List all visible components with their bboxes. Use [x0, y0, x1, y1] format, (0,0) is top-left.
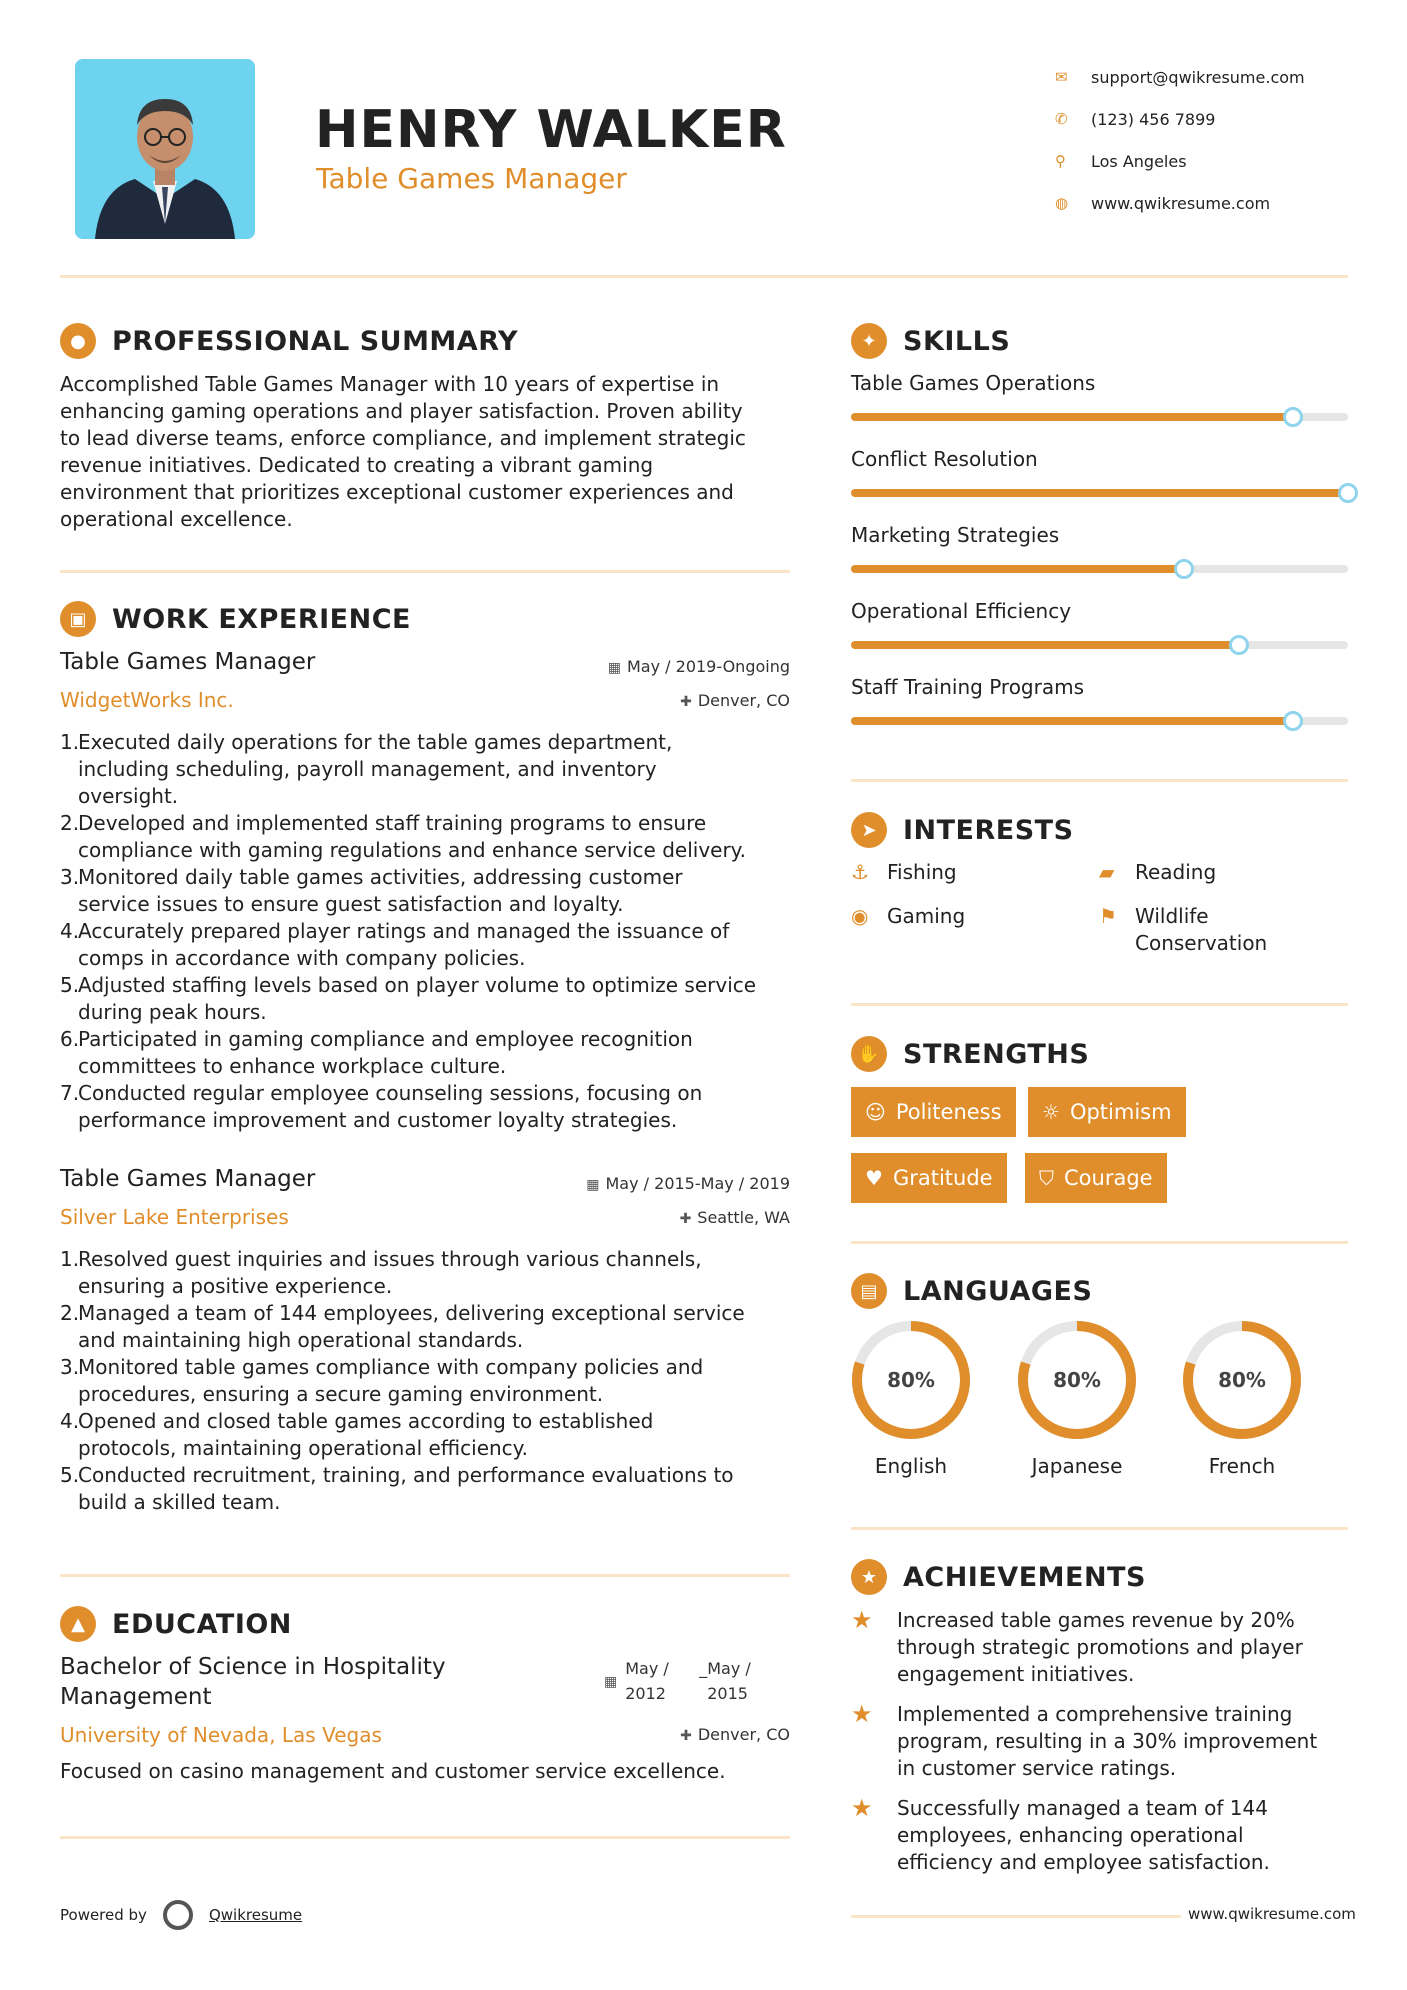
anchor-icon: ⚓	[851, 860, 869, 884]
education-school: University of Nevada, Las Vegas	[60, 1723, 382, 1747]
languages-divider	[851, 1527, 1348, 1530]
education-degree	[60, 1652, 446, 1712]
user-icon: ●	[60, 323, 96, 359]
skill-bar	[851, 641, 1348, 649]
summary-heading	[60, 323, 518, 359]
job-role: Table Games Manager	[60, 649, 316, 675]
skill-bar	[851, 565, 1348, 573]
job-location-text: Seattle, WA	[697, 1208, 790, 1227]
skill-bar-knob	[1283, 407, 1303, 427]
job-date-text: May / 2019-Ongoing	[627, 657, 790, 676]
languages-heading	[851, 1273, 1092, 1309]
summary-text	[60, 371, 800, 533]
list-item: 6. Participated in gaming compliance and employee recognition committees to enhance workplace culture.	[60, 1027, 693, 1078]
education-title: EDUCATION	[112, 1608, 292, 1640]
job-role: Table Games Manager	[60, 1166, 316, 1192]
graduation-cap-icon: ▲	[60, 1606, 96, 1642]
strength-badge: ☼ Optimism	[1028, 1087, 1186, 1137]
achievement-item: ★ Increased table games revenue by 20% through strategic promotions and player engagement initiatives.	[851, 1606, 1303, 1686]
location-icon: ⚲	[1055, 152, 1066, 170]
list-item: 4. Accurately prepared player ratings and managed the issuance of comps in accordance with company policies.	[60, 919, 730, 970]
book-icon: ▰	[1099, 860, 1115, 884]
strength-badge: ⛉ Courage	[1025, 1153, 1167, 1203]
strength-badge: ♥ Gratitude	[851, 1153, 1007, 1203]
job-location-text: Denver, CO	[697, 691, 790, 710]
job-location	[680, 691, 790, 710]
list-item: 5. Conducted recruitment, training, and performance evaluations to build a skilled team.	[60, 1463, 734, 1514]
contact-website[interactable]	[1055, 182, 1355, 224]
heart-icon: ♥	[865, 1166, 883, 1190]
job-company: WidgetWorks Inc.	[60, 688, 234, 712]
degree-line: Bachelor of Science in Hospitality	[60, 1654, 446, 1680]
skills-title: SKILLS	[903, 325, 1011, 357]
list-item: 2. Managed a team of 144 employees, delivering exceptional service and maintaining high operational standards.	[60, 1301, 745, 1352]
pin-icon: ✚	[680, 1728, 692, 1744]
translate-icon: ▤	[851, 1273, 887, 1309]
interest-item: ▰ Reading	[1099, 860, 1217, 884]
list-item: 3. Monitored table games compliance with company policies and procedures, ensuring a secure gaming environment.	[60, 1355, 704, 1406]
gamepad-icon: ◉	[851, 904, 869, 928]
skills-heading	[851, 323, 1010, 359]
skill-name: Conflict Resolution	[851, 447, 1038, 471]
brand-link[interactable]: Qwikresume	[208, 1906, 303, 1924]
strengths-heading	[851, 1036, 1089, 1072]
contact-location	[1055, 140, 1355, 182]
interest-item: ⚑ Wildlife Conservation	[1099, 904, 1268, 955]
calendar-icon: ▦	[586, 1177, 600, 1193]
job-company: Silver Lake Enterprises	[60, 1205, 289, 1229]
calendar-icon: ▦	[607, 660, 621, 676]
list-item: 7. Conducted regular employee counseling sessions, focusing on performance improvement and customer loyalty strategies.	[60, 1081, 703, 1132]
summary-title: PROFESSIONAL SUMMARY	[112, 325, 519, 357]
list-item: 5. Adjusted staffing levels based on player volume to optimize service during peak hours.	[60, 973, 757, 1024]
phone-icon: ✆	[1055, 110, 1068, 128]
interest-item: ◉ Gaming	[851, 904, 966, 928]
job-date	[608, 657, 790, 676]
contact-website-text: www.qwikresume.com	[1091, 193, 1271, 213]
sun-icon: ☼	[1042, 1100, 1060, 1124]
profile-photo	[75, 59, 255, 239]
summary-line: operational excellence.	[60, 507, 293, 531]
footer-divider	[851, 1915, 1181, 1918]
skill-bar-fill	[851, 641, 1239, 649]
hand-icon: ✋	[851, 1036, 887, 1072]
language-percent: 80%	[887, 1368, 935, 1392]
summary-line: revenue initiatives. Dedicated to creating a vibrant gaming	[60, 453, 654, 477]
job-date	[586, 1174, 790, 1193]
work-heading	[60, 601, 411, 637]
interests-title: INTERESTS	[903, 814, 1074, 846]
interests-heading	[851, 812, 1074, 848]
candidate-name: HENRY WALKER	[315, 100, 787, 160]
contact-phone[interactable]	[1055, 98, 1355, 140]
work-divider	[60, 1574, 790, 1577]
summary-line: environment that prioritizes exceptional customer experiences and	[60, 480, 734, 504]
list-item: 4. Opened and closed table games according to established protocols, maintaining operational efficiency.	[60, 1409, 654, 1460]
qwikresume-logo-icon	[163, 1900, 193, 1930]
achievement-item: ★ Implemented a comprehensive training program, resulting in a 30% improvement in customer service ratings.	[851, 1700, 1318, 1780]
list-item: 1. Resolved guest inquiries and issues through various channels, ensuring a positive experience.	[60, 1247, 702, 1298]
skill-name: Staff Training Programs	[851, 675, 1085, 699]
mail-icon: ✉	[1055, 68, 1068, 86]
list-item: 2. Developed and implemented staff training programs to ensure compliance with gaming regulations and enhance service delivery.	[60, 811, 747, 862]
pin-icon: ✚	[680, 694, 692, 710]
interests-divider	[851, 1003, 1348, 1006]
achievement-item: ★ Successfully managed a team of 144 employees, enhancing operational efficiency and employee satisfaction.	[851, 1794, 1270, 1874]
powered-by-text: Powered by	[60, 1906, 147, 1924]
star-icon: ★	[851, 1794, 873, 1822]
summary-line: enhancing gaming operations and player satisfaction. Proven ability	[60, 399, 743, 423]
education-heading	[60, 1606, 292, 1642]
footer-website[interactable]: www.qwikresume.com	[1188, 1905, 1356, 1923]
skill-bar-fill	[851, 489, 1348, 497]
contact-email[interactable]	[1055, 56, 1355, 98]
skill-bar-knob	[1174, 559, 1194, 579]
strengths-divider	[851, 1241, 1348, 1244]
globe-icon: ◍	[1055, 194, 1069, 212]
skill-bar-knob	[1283, 711, 1303, 731]
skill-name: Marketing Strategies	[851, 523, 1060, 547]
skill-bar-knob	[1229, 635, 1249, 655]
pin-icon: ✚	[679, 1211, 692, 1227]
skill-bar-fill	[851, 413, 1293, 421]
language-name: English	[874, 1454, 948, 1478]
achievements-title: ACHIEVEMENTS	[903, 1561, 1146, 1593]
summary-divider	[60, 570, 790, 573]
education-description: Focused on casino management and customer service excellence.	[60, 1759, 726, 1783]
skills-divider	[851, 779, 1348, 782]
job-date-text: May / 2015-May / 2019	[605, 1174, 790, 1193]
star-icon: ★	[851, 1606, 873, 1634]
powered-by	[60, 1900, 302, 1930]
list-item: 1. Executed daily operations for the table games department, including scheduling, payroll management, and inventory oversight.	[60, 730, 673, 808]
list-item: 3. Monitored daily table games activities, addressing customer service issues to ensure guest satisfaction and loyalty.	[60, 865, 683, 916]
contact-email-text: support@qwikresume.com	[1091, 67, 1305, 87]
job-location	[680, 1208, 790, 1227]
language-name: French	[1208, 1454, 1276, 1478]
paper-plane-icon: ➤	[851, 812, 887, 848]
strength-badge: ☺ Politeness	[851, 1087, 1016, 1137]
language-item	[1180, 1318, 1304, 1478]
contact-list	[1055, 56, 1355, 224]
summary-line: Accomplished Table Games Manager with 10 years of expertise in	[60, 372, 720, 396]
skill-bar-knob	[1338, 483, 1358, 503]
skill-name: Operational Efficiency	[851, 599, 1072, 623]
language-percent: 80%	[1218, 1368, 1266, 1392]
contact-location-text: Los Angeles	[1091, 151, 1187, 171]
calendar-icon: ▦	[604, 1674, 618, 1690]
education-location-text: Denver, CO	[697, 1725, 790, 1744]
star-icon: ★	[851, 1700, 873, 1728]
degree-line: Management	[60, 1684, 212, 1710]
header-divider	[60, 275, 1348, 278]
skill-bar	[851, 489, 1348, 497]
language-item	[849, 1318, 973, 1478]
smile-icon: ☺	[865, 1100, 886, 1124]
skill-bar	[851, 413, 1348, 421]
skill-name: Table Games Operations	[851, 371, 1096, 395]
shield-icon: ⛉	[1039, 1166, 1054, 1190]
education-date: ▦ May / 2012 _May / 2015	[604, 1656, 751, 1706]
skill-bar-fill	[851, 565, 1184, 573]
work-title: WORK EXPERIENCE	[112, 603, 411, 635]
achievements-heading	[851, 1559, 1146, 1595]
skill-bar	[851, 717, 1348, 725]
candidate-title: Table Games Manager	[316, 162, 627, 195]
language-percent: 80%	[1053, 1368, 1101, 1392]
language-item	[1015, 1318, 1139, 1478]
interest-item: ⚓ Fishing	[851, 860, 957, 884]
job-bullets	[60, 1246, 800, 1516]
skill-bar-fill	[851, 717, 1293, 725]
lightbulb-icon: ✦	[851, 323, 887, 359]
flag-icon: ⚑	[1099, 904, 1117, 928]
education-divider	[60, 1836, 790, 1839]
strengths-title: STRENGTHS	[903, 1038, 1090, 1070]
contact-phone-text: (123) 456 7899	[1091, 109, 1216, 129]
languages-title: LANGUAGES	[903, 1275, 1093, 1307]
education-location	[680, 1725, 790, 1744]
language-name: Japanese	[1031, 1454, 1123, 1478]
job-bullets	[60, 729, 800, 1134]
star-badge-icon: ★	[851, 1559, 887, 1595]
summary-line: to lead diverse teams, enforce compliance, and implement strategic	[60, 426, 746, 450]
briefcase-icon: ▣	[60, 601, 96, 637]
